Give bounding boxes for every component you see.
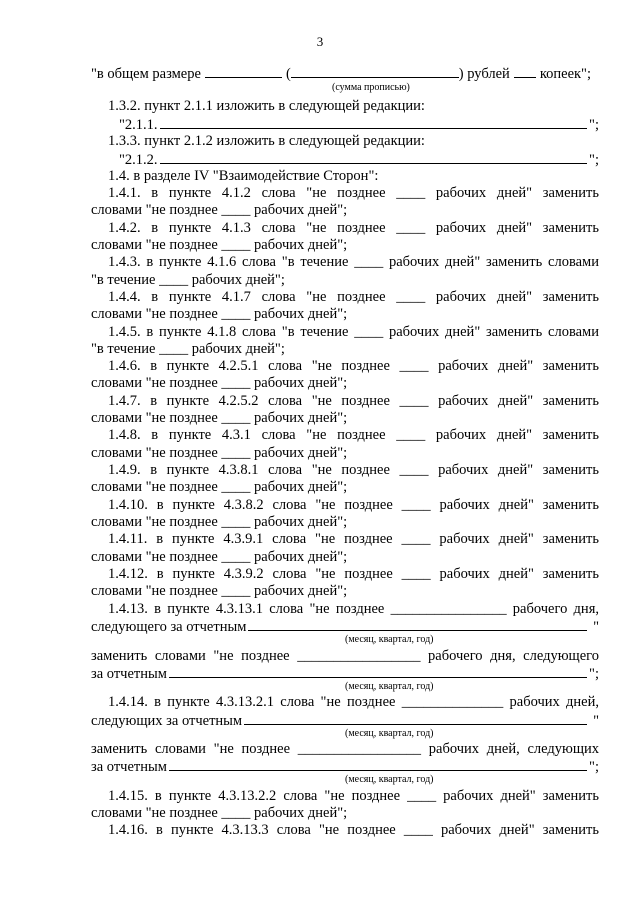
item-1-4-8-b: словами "не позднее ____ рабочих дней"; — [91, 445, 348, 461]
period-blank-3 — [244, 711, 587, 725]
item-1-4-14-c: заменить словами "не позднее _________________ рабочих дней, следующих — [91, 741, 599, 757]
item-1-3-2: 1.3.2. пункт 2.1.1 изложить в следующей редакции: — [108, 98, 425, 114]
item-1-4-13-d: за отчетным — [91, 666, 167, 682]
period-caption-3: (месяц, квартал, год) — [345, 728, 434, 739]
item-1-4-3-a: 1.4.3. в пункте 4.1.6 слова "в течение ____ рабочих дней" заменить словами — [108, 254, 599, 270]
item-1-4-4-b: словами "не позднее ____ рабочих дней"; — [91, 306, 348, 322]
item-1-4-16-a: 1.4.16. в пункте 4.3.13.3 слова "не позднее ____ рабочих дней" заменить — [108, 822, 599, 838]
item-1-4-15-a: 1.4.15. в пункте 4.3.13.2.2 слова "не позднее ____ рабочих дней" заменить — [108, 788, 599, 804]
item-1-4-1-b: словами "не позднее ____ рабочих дней"; — [91, 202, 348, 218]
period-caption-1: (месяц, квартал, год) — [345, 634, 434, 645]
item-1-4-10-b: словами "не позднее ____ рабочих дней"; — [91, 514, 348, 530]
item-1-4-13-b-end: " — [593, 619, 599, 635]
amount-paren-close: ) рублей — [458, 66, 510, 82]
item-2-1-1-end: "; — [589, 117, 599, 133]
item-1-4-4-a: 1.4.4. в пункте 4.1.7 слова "не позднее ____ рабочих дней" заменить — [108, 289, 599, 305]
item-2-1-1-label: "2.1.1. — [119, 117, 158, 133]
item-1-4-2-b: словами "не позднее ____ рабочих дней"; — [91, 237, 348, 253]
item-1-4-13-a: 1.4.13. в пункте 4.3.13.1 слова "не позднее ________________ рабочего дня, — [108, 601, 599, 617]
item-1-4-5-b: "в течение ____ рабочих дней"; — [91, 341, 285, 357]
item-2-1-2-line — [91, 150, 599, 168]
amount-words-blank — [291, 64, 459, 78]
period-caption-2: (месяц, квартал, год) — [345, 681, 434, 692]
kopecks-blank — [514, 64, 536, 78]
item-1-4-14-a: 1.4.14. в пункте 4.3.13.2.1 слова "не позднее ______________ рабочих дней, — [108, 694, 599, 710]
item-1-4-14-d-end: "; — [589, 759, 599, 775]
period-blank-1 — [248, 617, 587, 631]
item-1-4-3-b: "в течение ____ рабочих дней"; — [91, 272, 285, 288]
item-1-4-14-d-line — [91, 757, 599, 775]
period-blank-4 — [169, 757, 587, 771]
amount-caption: (сумма прописью) — [332, 82, 410, 93]
item-1-4-14-b: следующих за отчетным — [91, 713, 243, 729]
amount-paren-open: ( — [285, 66, 291, 82]
item-1-4-13-d-end: "; — [589, 666, 599, 682]
item-1-4-7-b: словами "не позднее ____ рабочих дней"; — [91, 410, 348, 426]
item-1-3-3: 1.3.3. пункт 2.1.2 изложить в следующей редакции: — [108, 133, 425, 149]
item-1-4-7-a: 1.4.7. в пункте 4.2.5.2 слова "не позднее ____ рабочих дней" заменить — [108, 393, 599, 409]
item-1-4-6-b: словами "не позднее ____ рабочих дней"; — [91, 375, 348, 391]
item-2-1-2-label: "2.1.2. — [119, 152, 158, 168]
item-1-4-8-a: 1.4.8. в пункте 4.3.1 слова "не позднее ____ рабочих дней" заменить — [108, 427, 599, 443]
item-1-4-1-a: 1.4.1. в пункте 4.1.2 слова "не позднее ____ рабочих дней" заменить — [108, 185, 599, 201]
item-1-4-14-d: за отчетным — [91, 759, 167, 775]
item-1-4-10-a: 1.4.10. в пункте 4.3.8.2 слова "не позднее ____ рабочих дней" заменить — [108, 497, 599, 513]
item-2-1-2-blank — [160, 150, 588, 164]
item-2-1-2-end: "; — [589, 152, 599, 168]
item-1-4-13-b-line — [91, 617, 599, 635]
item-1-4-9-b: словами "не позднее ____ рабочих дней"; — [91, 479, 348, 495]
item-1-4-12-b: словами "не позднее ____ рабочих дней"; — [91, 583, 348, 599]
amount-line — [91, 64, 599, 82]
amount-blank — [205, 64, 282, 78]
item-1-4-14-b-end: " — [593, 713, 599, 729]
item-1-4-13-d-line — [91, 664, 599, 682]
item-1-4-12-a: 1.4.12. в пункте 4.3.9.2 слова "не позднее ____ рабочих дней" заменить — [108, 566, 599, 582]
period-caption-4: (месяц, квартал, год) — [345, 774, 434, 785]
page-number: 3 — [316, 34, 324, 49]
item-1-4-5-a: 1.4.5. в пункте 4.1.8 слова "в течение ____ рабочих дней" заменить словами — [108, 324, 599, 340]
item-1-4-13-c: заменить словами "не позднее _________________ рабочего дня, следующего — [91, 648, 599, 664]
item-2-1-1-line — [91, 115, 599, 133]
item-1-4-13-b: следующего за отчетным — [91, 619, 247, 635]
item-1-4-11-a: 1.4.11. в пункте 4.3.9.1 слова "не позднее ____ рабочих дней" заменить — [108, 531, 599, 547]
item-1-4-2-a: 1.4.2. в пункте 4.1.3 слова "не позднее ____ рабочих дней" заменить — [108, 220, 599, 236]
item-2-1-1-blank — [160, 115, 588, 129]
item-1-4: 1.4. в разделе IV "Взаимодействие Сторон": — [108, 168, 379, 184]
item-1-4-14-b-line — [91, 711, 599, 729]
amount-suffix: копеек"; — [539, 66, 591, 82]
item-1-4-15-b: словами "не позднее ____ рабочих дней"; — [91, 805, 348, 821]
amount-prefix: "в общем размере — [91, 66, 201, 82]
item-1-4-6-a: 1.4.6. в пункте 4.2.5.1 слова "не позднее ____ рабочих дней" заменить — [108, 358, 599, 374]
period-blank-2 — [169, 664, 587, 678]
item-1-4-11-b: словами "не позднее ____ рабочих дней"; — [91, 549, 348, 565]
item-1-4-9-a: 1.4.9. в пункте 4.3.8.1 слова "не позднее ____ рабочих дней" заменить — [108, 462, 599, 478]
